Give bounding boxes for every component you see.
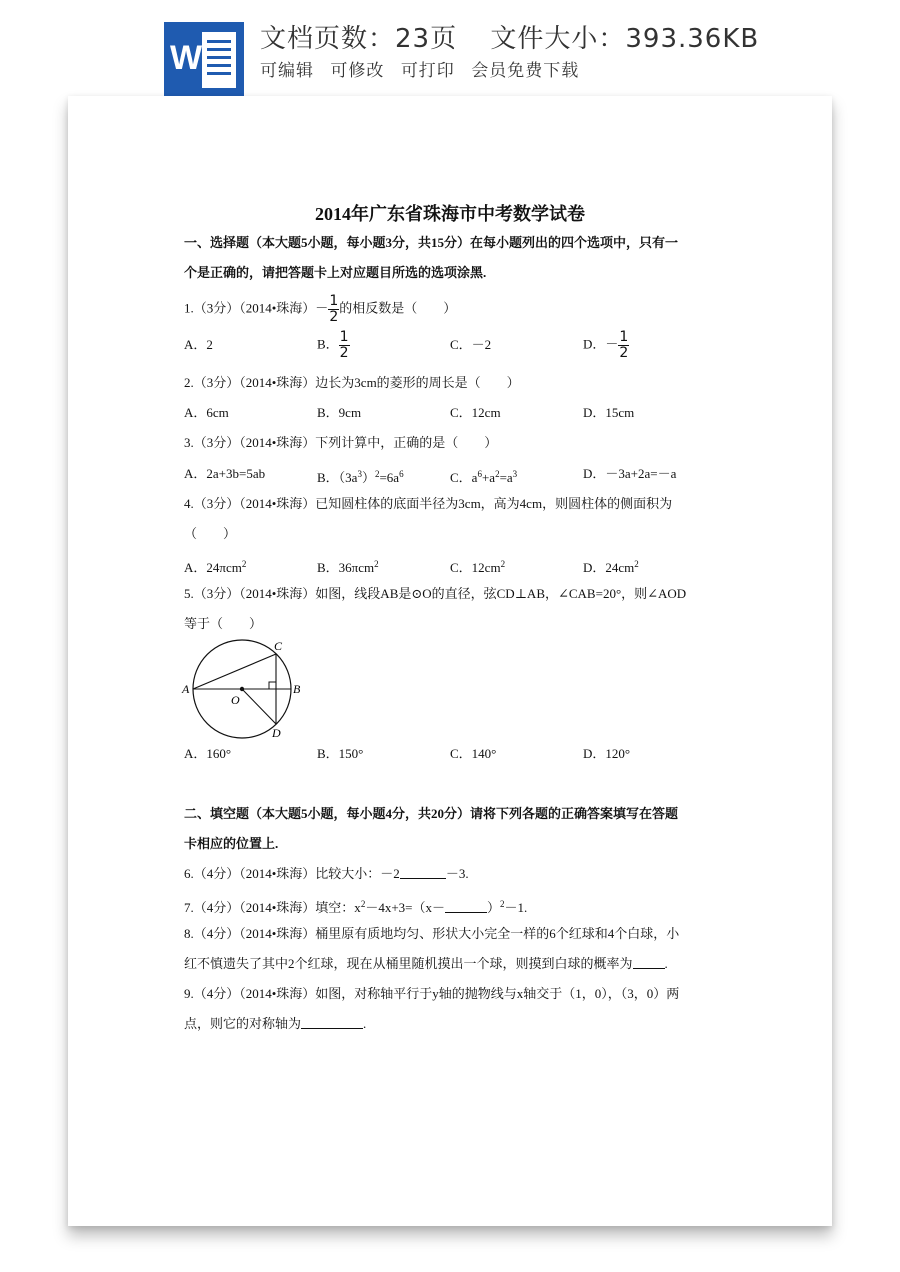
q1-b-den: 2 [339, 345, 349, 361]
q7-pre: 7.（4分）（2014•珠海）填空：x [184, 900, 361, 915]
q6-answer-blank [400, 867, 446, 879]
q5-option-b: B．150° [317, 746, 364, 761]
q4-a-text: A．24πcm [184, 560, 242, 575]
q8-post: . [664, 956, 668, 971]
q9-pre: 点，则它的对称轴为 [184, 1016, 302, 1031]
question-2-stem: 2.（3分）（2014•珠海）边长为3cm的菱形的周长是（ ） [184, 375, 520, 390]
feature-free-download: 会员免费下载 [471, 61, 580, 81]
q4-c-sup: 2 [500, 559, 506, 569]
feature-editable: 可编辑 [260, 61, 314, 81]
q4-b-text: B．36πcm [317, 560, 375, 575]
q3-b-pre: B．（3a [317, 470, 358, 485]
label-c: C [274, 639, 283, 653]
q1-frac-den: 2 [329, 309, 339, 325]
right-angle-mark [269, 682, 276, 689]
q5-option-d: D．120° [583, 746, 631, 761]
q1-d-fraction [618, 330, 629, 361]
q4-d-text: D．24cm [583, 560, 635, 575]
label-a: A [182, 682, 190, 696]
q5-option-c: C．140° [450, 746, 497, 761]
q3-c-pre: C．a [450, 470, 478, 485]
q3-b-mid2: =6a [379, 470, 400, 485]
q1-d-num: 1 [619, 329, 629, 345]
q2-option-a: A．6cm [184, 405, 229, 420]
q3-c-sup3: 3 [512, 469, 518, 479]
document-page [68, 96, 832, 1226]
q4-a-sup: 2 [241, 559, 247, 569]
q1-prefix: 1.（3分）（2014•珠海）－ [184, 300, 329, 316]
q1-option-c: C．－2 [450, 337, 492, 352]
q1-b-fraction [339, 330, 350, 361]
q1-suffix: 的相反数是（ ） [339, 300, 457, 316]
q3-b-mid: ） [361, 470, 375, 485]
q1-option-b [317, 330, 350, 361]
question-9-line2 [184, 1015, 366, 1033]
q3-option-c [450, 465, 517, 487]
q7-mid2: ） [486, 900, 500, 915]
q3-option-b [317, 465, 404, 487]
q4-option-a [184, 555, 246, 577]
feature-printable: 可打印 [400, 61, 455, 81]
question-4-stem: 4.（3分）（2014•珠海）已知圆柱体的底面半径为3cm，高为4cm，则圆柱体的侧面积为 [184, 496, 673, 511]
question-8-line1: 8.（4分）（2014•珠海）桶里原有质地均匀、形状大小完全一样的6个红球和4个白球，小 [184, 926, 680, 941]
question-3-stem: 3.（3分）（2014•珠海）下列计算中，正确的是（ ） [184, 435, 498, 450]
q2-option-c: C．12cm [450, 405, 501, 420]
q7-answer-blank [445, 901, 487, 913]
logo-letter: W [170, 39, 203, 77]
q1-option-d [583, 330, 629, 361]
q1-option-a: A．2 [184, 337, 213, 352]
paper-title: 2014年广东省珠海市中考数学试卷 [315, 204, 585, 224]
label-o: O [231, 693, 240, 707]
question-5-stem: 5.（3分）（2014•珠海）如图，线段AB是⊙O的直径，弦CD⊥AB，∠CAB=20°，则∠AOD [184, 586, 687, 601]
question-4-stem-line2: （ ） [184, 526, 237, 541]
feature-list [260, 56, 589, 81]
q4-c-text: C．12cm [450, 560, 501, 575]
question-1-stem [184, 294, 456, 325]
section1-heading-line1: 一、选择题（本大题5小题，每小题3分，共15分）在每小题列出的四个选项中，只有一 [184, 235, 679, 250]
question-8-line2 [184, 955, 668, 973]
pages-label: 文档页数：23页 [260, 24, 458, 54]
q3-c-mid: +a [481, 470, 496, 485]
circle-geometry-figure [180, 638, 320, 740]
label-b: B [293, 682, 301, 696]
q1-fraction [328, 294, 339, 325]
segment-od [242, 689, 276, 724]
q7-mid: －4x+3=（x－ [365, 900, 445, 915]
q3-option-d: D．－3a+2a=－a [583, 466, 677, 481]
q9-answer-blank [301, 1017, 363, 1029]
download-banner [0, 0, 900, 96]
q3-option-a: A．2a+3b=5ab [184, 466, 266, 481]
q8-pre: 红不慎遗失了其中2个红球，现在从桶里随机摸出一个球，则摸到白球的概率为 [184, 956, 633, 971]
q4-d-sup: 2 [634, 559, 639, 569]
size-label: 文件大小：393.36KB [490, 24, 760, 54]
q1-b-label: B． [317, 336, 339, 352]
section2-heading-line1: 二、填空题（本大题5小题，每小题4分，共20分）请将下列各题的正确答案填写在答题 [184, 806, 679, 821]
q4-option-b [317, 555, 379, 577]
q3-c-sup1: 6 [477, 469, 482, 479]
q1-d-label: D．－ [583, 336, 619, 352]
label-d: D [272, 726, 281, 740]
q3-c-sup2: 2 [495, 469, 500, 479]
q3-b-sup2: 2 [374, 469, 380, 479]
q4-option-d [583, 555, 639, 577]
section2-heading-line2: 卡相应的位置上. [184, 836, 279, 851]
q1-d-den: 2 [619, 345, 629, 361]
q1-b-num: 1 [339, 329, 349, 345]
q8-answer-blank [633, 957, 665, 969]
question-7 [184, 895, 527, 917]
q3-c-mid2: =a [499, 470, 513, 485]
question-6 [184, 865, 469, 883]
page-lines-icon [202, 32, 236, 88]
file-info [260, 18, 769, 55]
q2-option-d: D．15cm [583, 405, 635, 420]
q7-post: －1. [504, 900, 528, 915]
q3-b-sup1: 3 [357, 469, 362, 479]
word-document-icon [164, 22, 244, 96]
q3-b-sup3: 6 [399, 469, 404, 479]
center-point [240, 687, 244, 691]
q9-post: . [363, 1016, 367, 1031]
q2-option-b: B．9cm [317, 405, 362, 420]
question-9-line1: 9.（4分）（2014•珠海）如图，对称轴平行于y轴的抛物线与x轴交于（1，0），（3，0）两 [184, 986, 680, 1001]
q6-post: －3. [445, 866, 469, 881]
q5-option-a: A．160° [184, 746, 232, 761]
q7-sup2: 2 [500, 899, 505, 909]
q4-b-sup: 2 [374, 559, 379, 569]
q4-option-c [450, 555, 505, 577]
q1-frac-num: 1 [329, 293, 339, 309]
feature-modifiable: 可修改 [330, 61, 385, 81]
section1-heading-line2: 个是正确的，请把答题卡上对应题目所选的选项涂黑. [184, 265, 487, 280]
segment-ac [193, 654, 276, 689]
question-5-stem-line2: 等于（ ） [184, 616, 263, 631]
q6-pre: 6.（4分）（2014•珠海）比较大小：－2 [184, 866, 400, 881]
q7-sup1: 2 [360, 899, 366, 909]
